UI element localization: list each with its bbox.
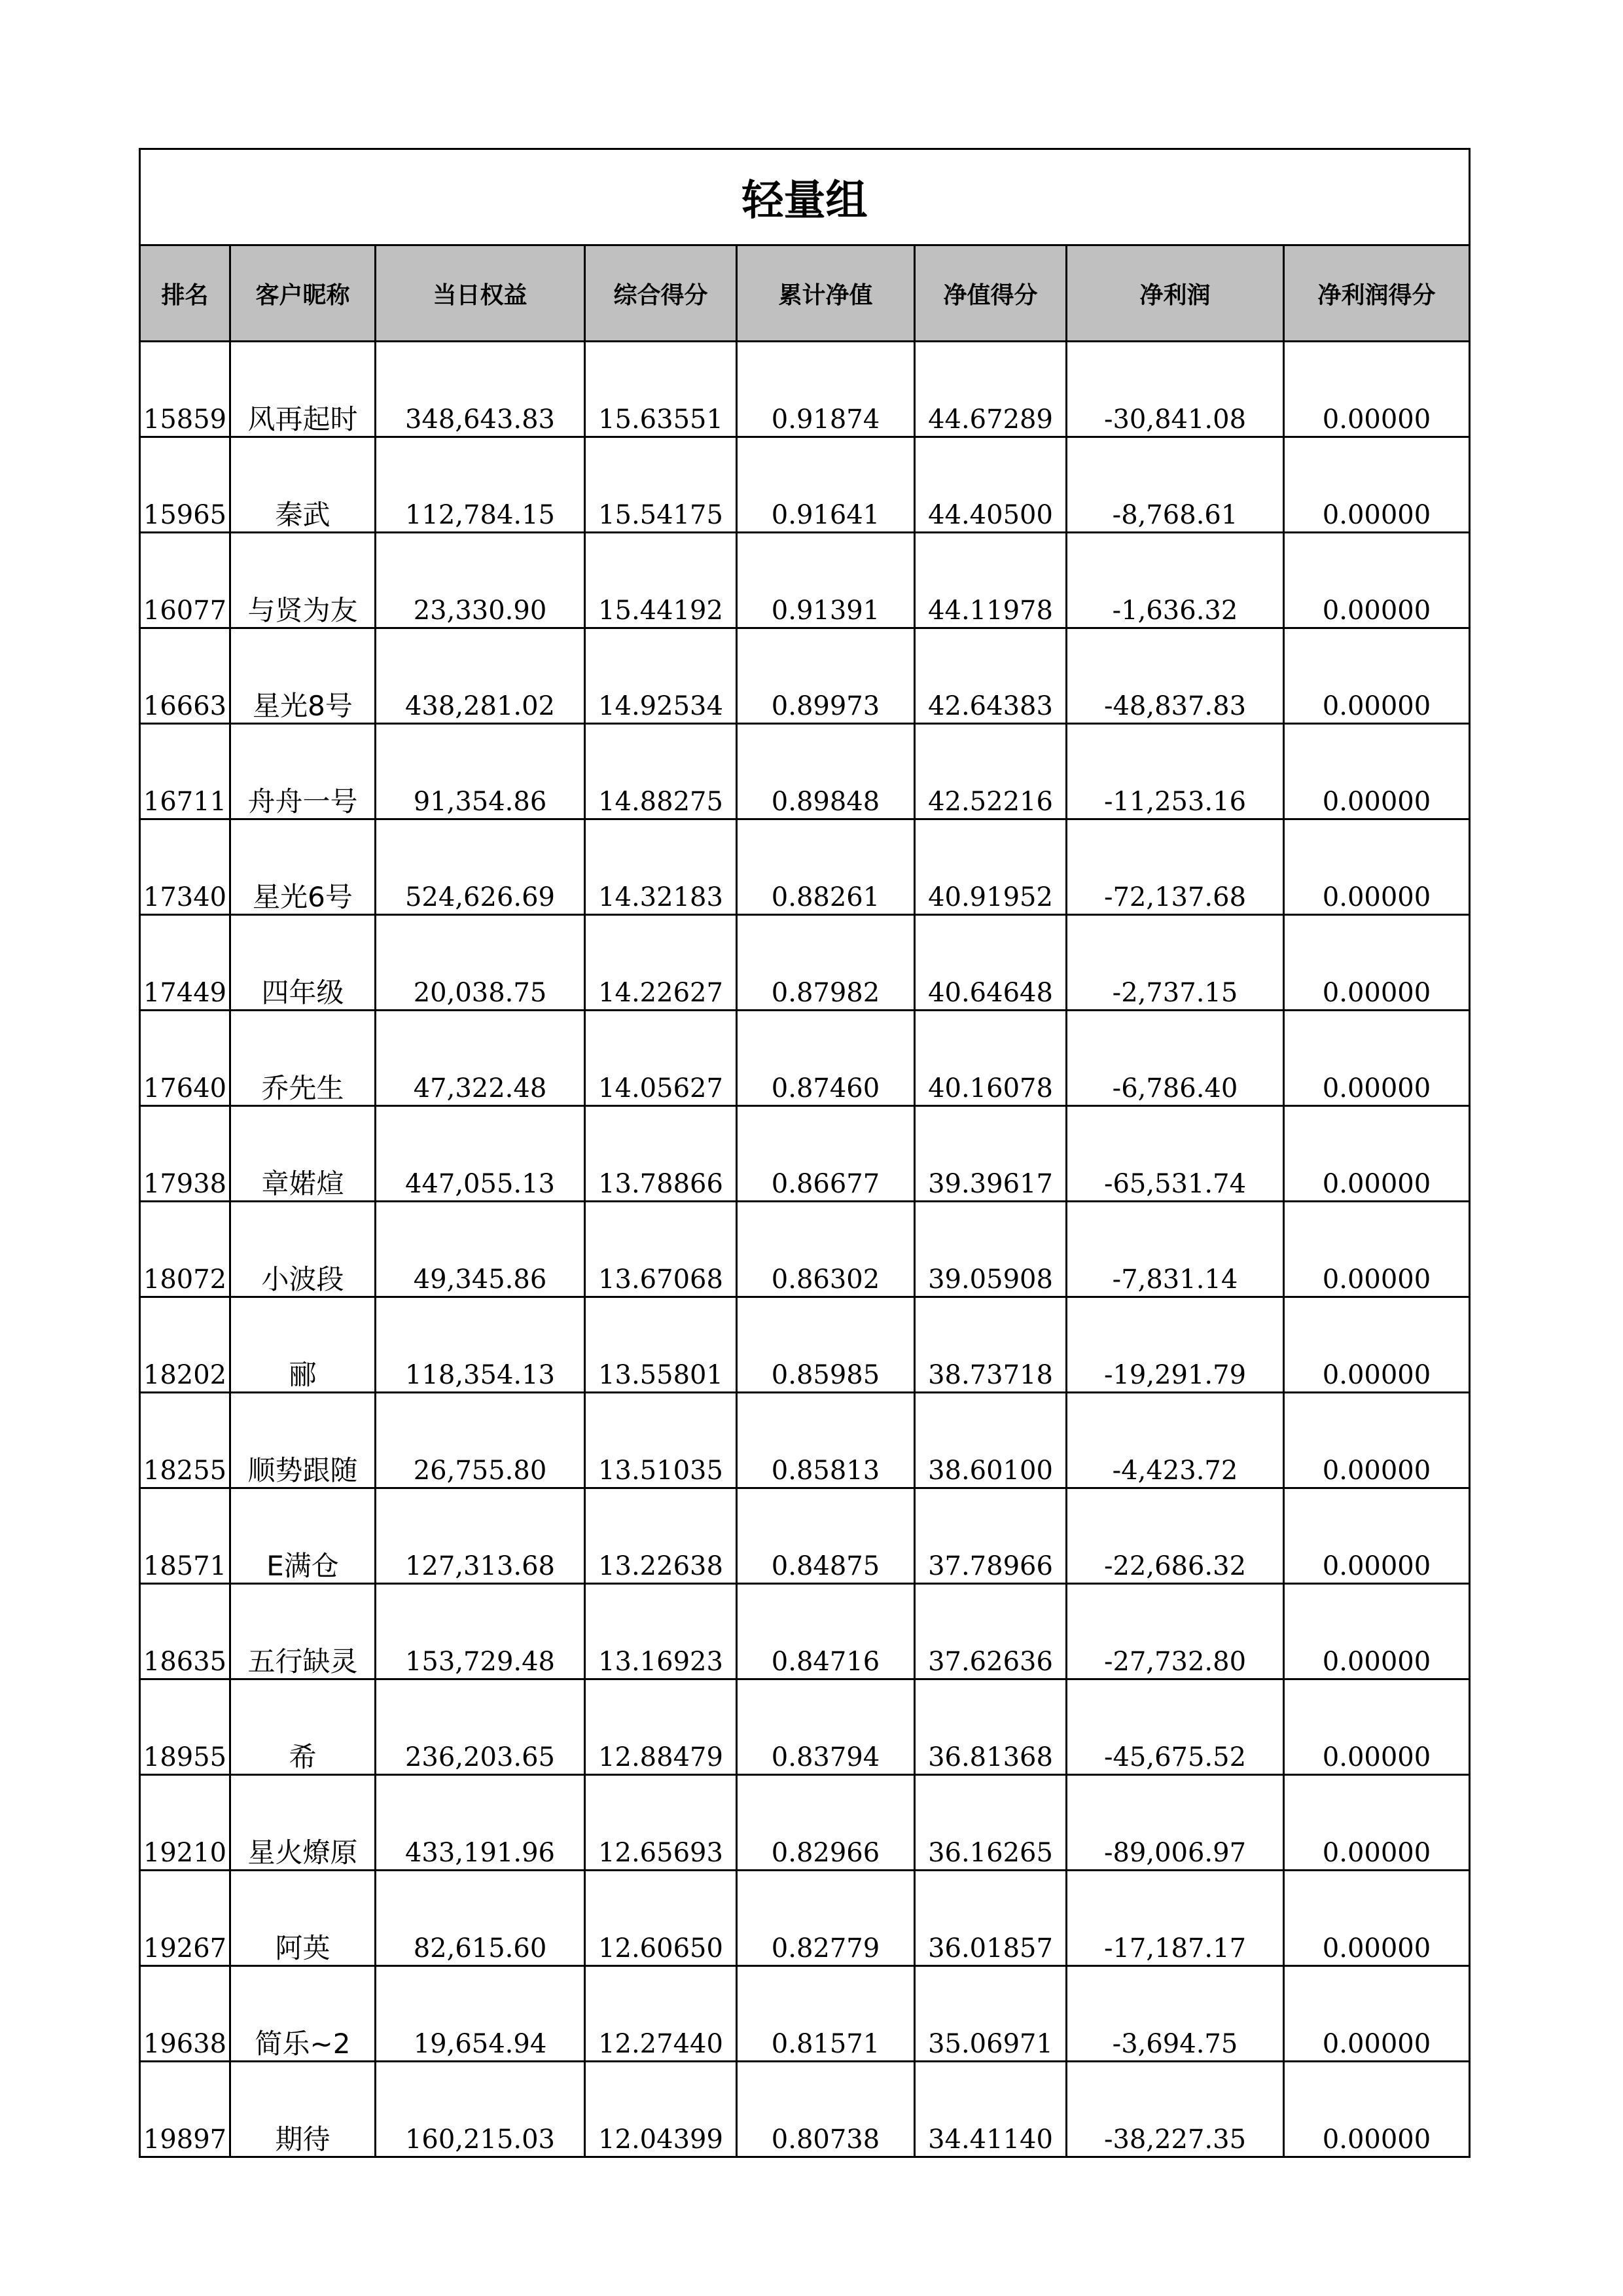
cumulative-nav-cell: 0.89973 — [737, 628, 915, 724]
cumulative-nav-cell: 0.91391 — [737, 533, 915, 628]
nav-score-cell: 40.16078 — [915, 1011, 1067, 1106]
net-profit-cell: -89,006.97 — [1067, 1775, 1284, 1871]
equity-cell: 118,354.13 — [376, 1297, 585, 1393]
nickname-cell: 希 — [230, 1679, 376, 1775]
equity-cell: 447,055.13 — [376, 1106, 585, 1202]
cumulative-nav-cell: 0.83794 — [737, 1679, 915, 1775]
cumulative-nav-cell: 0.85985 — [737, 1297, 915, 1393]
equity-cell: 82,615.60 — [376, 1871, 585, 1966]
nav-score-cell: 35.06971 — [915, 1966, 1067, 2062]
header-equity: 当日权益 — [376, 245, 585, 342]
net-profit-cell: -30,841.08 — [1067, 342, 1284, 437]
rank-cell: 18202 — [140, 1297, 230, 1393]
total-score-cell: 13.67068 — [585, 1202, 737, 1297]
table-row — [140, 342, 1470, 437]
cumulative-nav-cell: 0.82966 — [737, 1775, 915, 1871]
table-row — [140, 1106, 1470, 1202]
nav-score-cell: 40.64648 — [915, 915, 1067, 1011]
net-profit-score-cell: 0.00000 — [1284, 1966, 1470, 2062]
nav-score-cell: 42.64383 — [915, 628, 1067, 724]
total-score-cell: 13.16923 — [585, 1584, 737, 1679]
total-score-cell: 15.44192 — [585, 533, 737, 628]
total-score-cell: 13.22638 — [585, 1488, 737, 1584]
table-row — [140, 819, 1470, 915]
net-profit-score-cell: 0.00000 — [1284, 1679, 1470, 1775]
rank-cell: 17449 — [140, 915, 230, 1011]
total-score-cell: 14.92534 — [585, 628, 737, 724]
table-row — [140, 1871, 1470, 1966]
total-score-cell: 12.27440 — [585, 1966, 737, 2062]
equity-cell: 127,313.68 — [376, 1488, 585, 1584]
nav-score-cell: 34.41140 — [915, 2062, 1067, 2157]
nickname-cell: 与贤为友 — [230, 533, 376, 628]
total-score-cell: 14.05627 — [585, 1011, 737, 1106]
net-profit-cell: -1,636.32 — [1067, 533, 1284, 628]
net-profit-score-cell: 0.00000 — [1284, 1011, 1470, 1106]
net-profit-cell: -38,227.35 — [1067, 2062, 1284, 2157]
equity-cell: 19,654.94 — [376, 1966, 585, 2062]
equity-cell: 153,729.48 — [376, 1584, 585, 1679]
rank-cell: 19210 — [140, 1775, 230, 1871]
net-profit-score-cell: 0.00000 — [1284, 628, 1470, 724]
header-row — [140, 245, 1470, 342]
table-row — [140, 533, 1470, 628]
cumulative-nav-cell: 0.86302 — [737, 1202, 915, 1297]
header-rank: 排名 — [140, 245, 230, 342]
rank-cell: 18955 — [140, 1679, 230, 1775]
rank-cell: 16663 — [140, 628, 230, 724]
net-profit-cell: -2,737.15 — [1067, 915, 1284, 1011]
nickname-cell: 舟舟一号 — [230, 724, 376, 819]
net-profit-score-cell: 0.00000 — [1284, 915, 1470, 1011]
net-profit-score-cell: 0.00000 — [1284, 1871, 1470, 1966]
total-score-cell: 15.63551 — [585, 342, 737, 437]
total-score-cell: 12.60650 — [585, 1871, 737, 1966]
nav-score-cell: 42.52216 — [915, 724, 1067, 819]
net-profit-cell: -65,531.74 — [1067, 1106, 1284, 1202]
cumulative-nav-cell: 0.86677 — [737, 1106, 915, 1202]
table-row — [140, 915, 1470, 1011]
net-profit-cell: -8,768.61 — [1067, 437, 1284, 533]
table-row — [140, 1584, 1470, 1679]
net-profit-cell: -7,831.14 — [1067, 1202, 1284, 1297]
cumulative-nav-cell: 0.91874 — [737, 342, 915, 437]
nav-score-cell: 39.05908 — [915, 1202, 1067, 1297]
equity-cell: 112,784.15 — [376, 437, 585, 533]
header-total-score: 综合得分 — [585, 245, 737, 342]
rank-cell: 15965 — [140, 437, 230, 533]
nickname-cell: E满仓 — [230, 1488, 376, 1584]
table-row — [140, 1775, 1470, 1871]
equity-cell: 26,755.80 — [376, 1393, 585, 1488]
rank-cell: 16711 — [140, 724, 230, 819]
nav-score-cell: 44.11978 — [915, 533, 1067, 628]
equity-cell: 49,345.86 — [376, 1202, 585, 1297]
net-profit-score-cell: 0.00000 — [1284, 724, 1470, 819]
table-row — [140, 1297, 1470, 1393]
total-score-cell: 12.04399 — [585, 2062, 737, 2157]
table-row — [140, 628, 1470, 724]
title-row — [140, 149, 1470, 245]
nickname-cell: 星火燎原 — [230, 1775, 376, 1871]
cumulative-nav-cell: 0.87982 — [737, 915, 915, 1011]
total-score-cell: 12.88479 — [585, 1679, 737, 1775]
net-profit-score-cell: 0.00000 — [1284, 1393, 1470, 1488]
table-row — [140, 1393, 1470, 1488]
cumulative-nav-cell: 0.87460 — [737, 1011, 915, 1106]
net-profit-cell: -22,686.32 — [1067, 1488, 1284, 1584]
nickname-cell: 乔先生 — [230, 1011, 376, 1106]
net-profit-cell: -3,694.75 — [1067, 1966, 1284, 2062]
nickname-cell: 风再起时 — [230, 342, 376, 437]
rank-cell: 18635 — [140, 1584, 230, 1679]
equity-cell: 524,626.69 — [376, 819, 585, 915]
nickname-cell: 小波段 — [230, 1202, 376, 1297]
cumulative-nav-cell: 0.81571 — [737, 1966, 915, 2062]
equity-cell: 433,191.96 — [376, 1775, 585, 1871]
rank-cell: 19897 — [140, 2062, 230, 2157]
nickname-cell: 期待 — [230, 2062, 376, 2157]
nav-score-cell: 44.40500 — [915, 437, 1067, 533]
net-profit-score-cell: 0.00000 — [1284, 533, 1470, 628]
cumulative-nav-cell: 0.85813 — [737, 1393, 915, 1488]
nickname-cell: 简乐~2 — [230, 1966, 376, 2062]
net-profit-score-cell: 0.00000 — [1284, 1202, 1470, 1297]
rank-cell: 19267 — [140, 1871, 230, 1966]
equity-cell: 438,281.02 — [376, 628, 585, 724]
rank-cell: 17938 — [140, 1106, 230, 1202]
header-nav-score: 净值得分 — [915, 245, 1067, 342]
nickname-cell: 四年级 — [230, 915, 376, 1011]
total-score-cell: 12.65693 — [585, 1775, 737, 1871]
nickname-cell: 星光8号 — [230, 628, 376, 724]
nickname-cell: 章婼煊 — [230, 1106, 376, 1202]
equity-cell: 348,643.83 — [376, 342, 585, 437]
net-profit-cell: -19,291.79 — [1067, 1297, 1284, 1393]
header-net-profit: 净利润 — [1067, 245, 1284, 342]
equity-cell: 91,354.86 — [376, 724, 585, 819]
net-profit-cell: -4,423.72 — [1067, 1393, 1284, 1488]
nav-score-cell: 38.73718 — [915, 1297, 1067, 1393]
nav-score-cell: 38.60100 — [915, 1393, 1067, 1488]
net-profit-cell: -11,253.16 — [1067, 724, 1284, 819]
equity-cell: 160,215.03 — [376, 2062, 585, 2157]
nickname-cell: 五行缺灵 — [230, 1584, 376, 1679]
rank-cell: 18571 — [140, 1488, 230, 1584]
net-profit-cell: -72,137.68 — [1067, 819, 1284, 915]
nav-score-cell: 36.01857 — [915, 1871, 1067, 1966]
net-profit-score-cell: 0.00000 — [1284, 819, 1470, 915]
net-profit-score-cell: 0.00000 — [1284, 1488, 1470, 1584]
cumulative-nav-cell: 0.88261 — [737, 819, 915, 915]
nav-score-cell: 37.78966 — [915, 1488, 1067, 1584]
equity-cell: 236,203.65 — [376, 1679, 585, 1775]
net-profit-score-cell: 0.00000 — [1284, 1106, 1470, 1202]
net-profit-score-cell: 0.00000 — [1284, 1775, 1470, 1871]
table-title: 轻量组 — [140, 149, 1470, 245]
table-row — [140, 1011, 1470, 1106]
total-score-cell: 14.32183 — [585, 819, 737, 915]
nickname-cell: 秦武 — [230, 437, 376, 533]
cumulative-nav-cell: 0.82779 — [737, 1871, 915, 1966]
net-profit-score-cell: 0.00000 — [1284, 342, 1470, 437]
table-row — [140, 1679, 1470, 1775]
total-score-cell: 14.88275 — [585, 724, 737, 819]
nav-score-cell: 36.16265 — [915, 1775, 1067, 1871]
table-row — [140, 1966, 1470, 2062]
rank-cell: 17640 — [140, 1011, 230, 1106]
net-profit-cell: -6,786.40 — [1067, 1011, 1284, 1106]
header-cumulative-nav: 累计净值 — [737, 245, 915, 342]
nickname-cell: 郦 — [230, 1297, 376, 1393]
nav-score-cell: 36.81368 — [915, 1679, 1067, 1775]
header-net-profit-score: 净利润得分 — [1284, 245, 1470, 342]
equity-cell: 23,330.90 — [376, 533, 585, 628]
net-profit-score-cell: 0.00000 — [1284, 1297, 1470, 1393]
cumulative-nav-cell: 0.84875 — [737, 1488, 915, 1584]
rank-cell: 19638 — [140, 1966, 230, 2062]
ranking-table — [139, 148, 1471, 2158]
table-row — [140, 1202, 1470, 1297]
net-profit-cell: -48,837.83 — [1067, 628, 1284, 724]
cumulative-nav-cell: 0.89848 — [737, 724, 915, 819]
nav-score-cell: 37.62636 — [915, 1584, 1067, 1679]
table-row — [140, 1488, 1470, 1584]
rank-cell: 16077 — [140, 533, 230, 628]
rank-cell: 15859 — [140, 342, 230, 437]
net-profit-cell: -45,675.52 — [1067, 1679, 1284, 1775]
nickname-cell: 星光6号 — [230, 819, 376, 915]
net-profit-score-cell: 0.00000 — [1284, 437, 1470, 533]
net-profit-cell: -17,187.17 — [1067, 1871, 1284, 1966]
total-score-cell: 15.54175 — [585, 437, 737, 533]
rank-cell: 18072 — [140, 1202, 230, 1297]
nav-score-cell: 39.39617 — [915, 1106, 1067, 1202]
total-score-cell: 13.55801 — [585, 1297, 737, 1393]
total-score-cell: 13.51035 — [585, 1393, 737, 1488]
equity-cell: 47,322.48 — [376, 1011, 585, 1106]
nav-score-cell: 44.67289 — [915, 342, 1067, 437]
nickname-cell: 阿英 — [230, 1871, 376, 1966]
cumulative-nav-cell: 0.80738 — [737, 2062, 915, 2157]
header-nickname: 客户昵称 — [230, 245, 376, 342]
cumulative-nav-cell: 0.84716 — [737, 1584, 915, 1679]
table-row — [140, 2062, 1470, 2157]
equity-cell: 20,038.75 — [376, 915, 585, 1011]
cumulative-nav-cell: 0.91641 — [737, 437, 915, 533]
rank-cell: 17340 — [140, 819, 230, 915]
table-row — [140, 724, 1470, 819]
net-profit-score-cell: 0.00000 — [1284, 2062, 1470, 2157]
net-profit-cell: -27,732.80 — [1067, 1584, 1284, 1679]
rank-cell: 18255 — [140, 1393, 230, 1488]
total-score-cell: 14.22627 — [585, 915, 737, 1011]
table-row — [140, 437, 1470, 533]
nickname-cell: 顺势跟随 — [230, 1393, 376, 1488]
total-score-cell: 13.78866 — [585, 1106, 737, 1202]
net-profit-score-cell: 0.00000 — [1284, 1584, 1470, 1679]
nav-score-cell: 40.91952 — [915, 819, 1067, 915]
